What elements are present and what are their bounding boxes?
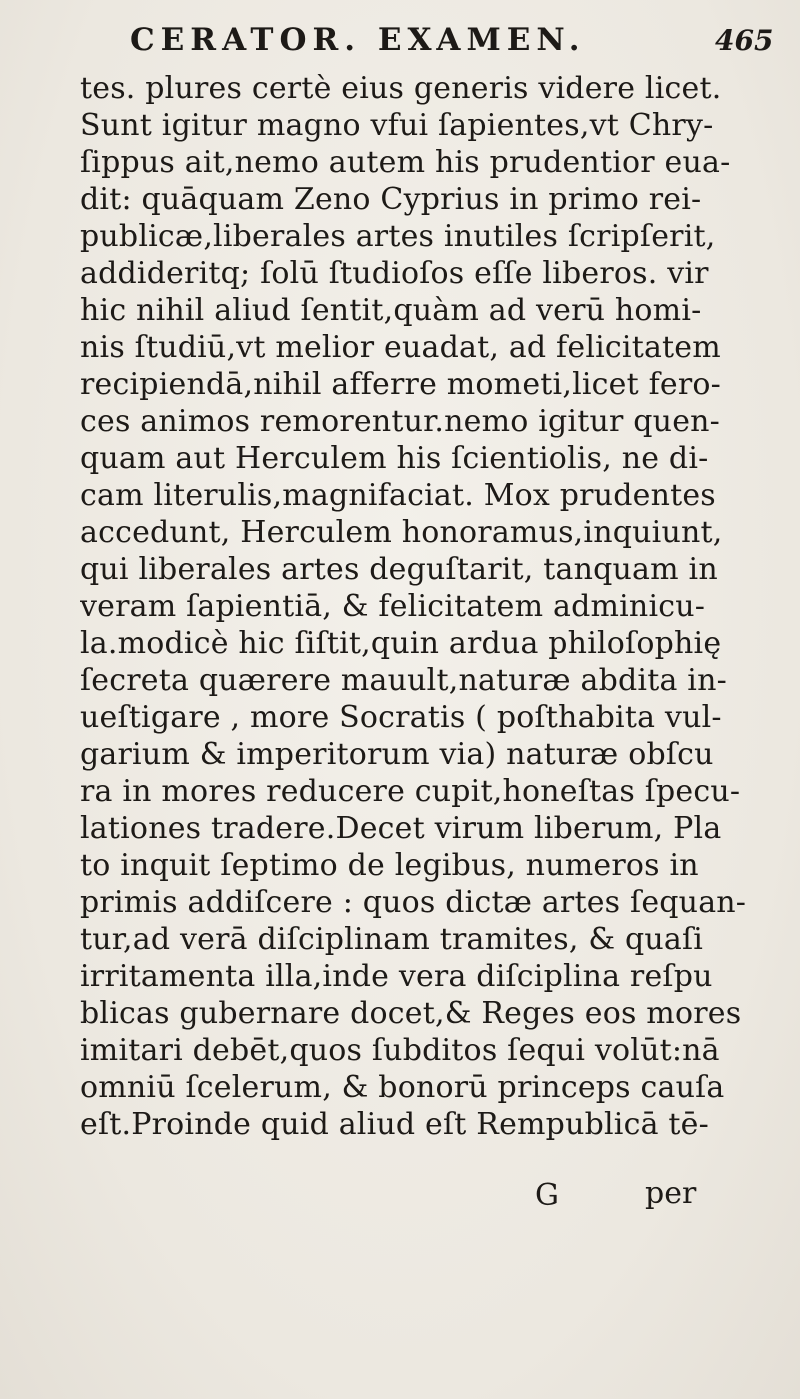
text-line: eſt.Proinde quid aliud eſt Rempublicā tē- xyxy=(80,1107,709,1142)
text-line: irritamenta illa,inde vera diſciplina reſpu xyxy=(80,959,713,994)
page-number: 465 xyxy=(715,24,774,57)
text-line: ſippus ait,nemo autem his prudentior eua- xyxy=(80,145,731,180)
text-line: hic nihil aliud ſentit,quàm ad verū homi- xyxy=(80,293,702,328)
text-line: accedunt, Herculem honoramus,inquiunt, xyxy=(80,515,723,550)
text-line: tes. plures certè eius generis videre licet. xyxy=(80,71,722,106)
text-line: ra in mores reducere cupit,honeſtas ſpecu- xyxy=(80,774,741,809)
body-text xyxy=(80,70,790,1143)
running-head-title: CERATOR. EXAMEN. xyxy=(130,22,586,58)
text-line: ſecreta quærere mauult,naturæ abdita in- xyxy=(80,663,727,698)
text-line: publicæ,liberales artes inutiles ſcripſerit, xyxy=(80,219,716,254)
text-line: to inquit ſeptimo de legibus, numeros in xyxy=(80,848,699,883)
text-line: omniū ſcelerum, & bonorū princeps cauſa xyxy=(80,1070,725,1105)
text-line: garium & imperitorum via) naturæ obſcu xyxy=(80,737,714,772)
text-line: Sunt igitur magno vfui ſapientes,vt Chry- xyxy=(80,108,714,143)
text-line: imitari debēt,quos ſubditos ſequi volūt:nā xyxy=(80,1033,720,1068)
text-line: lationes tradere.Decet virum liberum, Pla xyxy=(80,811,722,846)
text-line: qui liberales artes deguſtarit, tanquam in xyxy=(80,552,718,587)
signature-mark: G xyxy=(535,1178,559,1213)
text-line: quam aut Herculem his ſcientiolis, ne di- xyxy=(80,441,709,476)
text-line: ueſtigare , more Socratis ( poſthabita vul- xyxy=(80,700,722,735)
text-line: blicas gubernare docet,& Reges eos mores xyxy=(80,996,742,1031)
catchword: per xyxy=(645,1176,697,1211)
text-line: dit: quāquam Zeno Cyprius in primo rei- xyxy=(80,182,702,217)
running-head xyxy=(0,18,800,68)
text-line: veram ſapientiā, & felicitatem adminicu- xyxy=(80,589,706,624)
text-line: tur,ad verā diſciplinam tramites, & quaſi xyxy=(80,922,704,957)
text-line: recipiendā,nihil afferre mometi,licet fero- xyxy=(80,367,722,402)
text-line: ces animos remorentur.nemo igitur quen- xyxy=(80,404,721,439)
text-line: addideritq; ſolū ſtudioſos eſſe liberos. vir xyxy=(80,256,709,291)
text-line: primis addiſcere : quos dictæ artes ſequan- xyxy=(80,885,747,920)
text-line: la.modicè hic ſiſtit,quin ardua philoſophię xyxy=(80,626,722,661)
text-line: cam literulis,magnifaciat. Mox prudentes xyxy=(80,478,716,513)
text-line: nis ſtudiū,vt melior euadat, ad felicitatem xyxy=(80,330,721,365)
